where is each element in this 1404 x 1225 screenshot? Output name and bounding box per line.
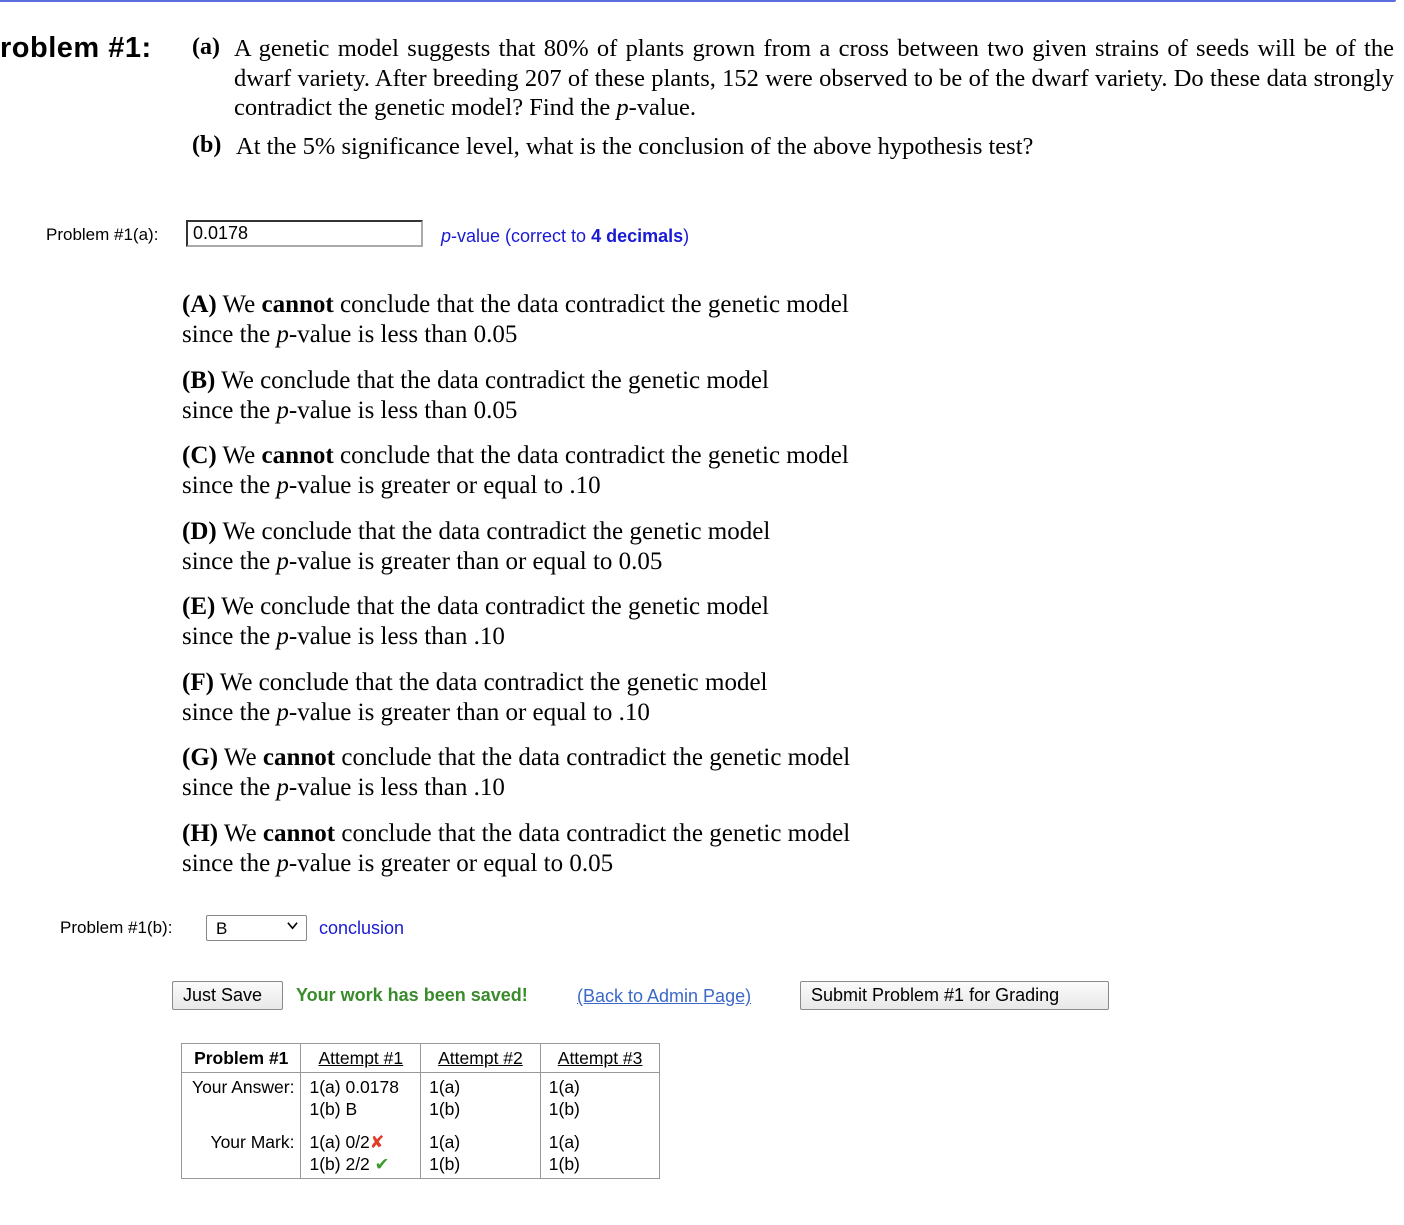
saved-message: Your work has been saved! <box>296 985 528 1005</box>
option-d: (D) We conclude that the data contradict the genetic model since the p-value is greater than or equal to 0.05 <box>182 517 771 575</box>
option-g: (G) We cannot conclude that the data contradict the genetic model since the p-value is less than .10 <box>182 744 851 801</box>
attempt-3-link[interactable]: Attempt #3 <box>557 1048 643 1068</box>
attempt-3-header <box>540 1044 660 1073</box>
answer-row <box>182 1073 660 1124</box>
part-a-label: (a) <box>192 34 220 60</box>
option-b: (B) We conclude that the data contradict the genetic model since the p-value is less than 0.05 <box>182 366 769 424</box>
answer-b-select[interactable] <box>206 915 307 941</box>
your-answer-label: Your Answer: <box>182 1073 301 1124</box>
part-a-question: A genetic model suggests that 80% of plants grown from a cross between two given strains of seeds will be of the dwarf variety. After breeding 207 of these plants, 152 were observed to be of the dwarf variety. Do these data strongly contradict the genetic model? Find the p-value. <box>234 35 1394 121</box>
answer-a-label: Problem #1(a): <box>46 225 159 244</box>
attempt-2-header <box>421 1044 541 1073</box>
attempt-2-link[interactable]: Attempt #2 <box>438 1048 523 1068</box>
answer-options <box>182 290 942 894</box>
attempts-header-row <box>182 1044 660 1073</box>
top-border <box>0 0 1396 2</box>
just-save-button[interactable]: Just Save <box>172 981 283 1010</box>
attempt-2-answer: 1(a) 1(b) <box>421 1073 541 1124</box>
attempt-1-answer: 1(a) 0.0178 1(b) B <box>301 1073 421 1124</box>
attempt-2-mark: 1(a) 1(b) <box>421 1123 541 1179</box>
back-to-admin-link[interactable]: (Back to Admin Page) <box>577 986 752 1006</box>
option-e: (E) We conclude that the data contradict the genetic model since the p-value is less than .10 <box>182 593 769 650</box>
table-problem-header: Problem #1 <box>182 1044 301 1073</box>
answer-b-hint: conclusion <box>319 918 405 938</box>
mark-row <box>182 1123 660 1179</box>
answer-b-label: Problem #1(b): <box>60 918 173 937</box>
attempt-1-header <box>301 1044 421 1073</box>
part-b-label: (b) <box>192 132 222 158</box>
option-c: (C) We cannot conclude that the data contradict the genetic model since the p-value is greater or equal to .10 <box>182 442 849 499</box>
option-h: (H) We cannot conclude that the data contradict the genetic model since the p-value is greater or equal to 0.05 <box>182 819 851 877</box>
answer-a-input[interactable] <box>186 220 423 247</box>
attempts-table <box>181 1043 660 1179</box>
answer-a-hint: p-value (correct to 4 decimals) <box>441 226 690 246</box>
answer-b-selected-value: B <box>216 919 228 938</box>
attempt-1-mark: 1(a) 0/2✘ 1(b) 2/2 ✔ <box>301 1123 421 1179</box>
chevron-down-icon <box>287 920 298 931</box>
attempt-3-mark: 1(a) 1(b) <box>540 1123 660 1179</box>
part-b-question: At the 5% significance level, what is the conclusion of the above hypothesis test? <box>236 133 1034 160</box>
problem-header: roblem #1: <box>0 32 152 64</box>
option-a: (A) We cannot conclude that the data contradict the genetic model since the p-value is less than 0.05 <box>182 291 849 348</box>
attempt-3-answer: 1(a) 1(b) <box>540 1073 660 1124</box>
option-f: (F) We conclude that the data contradict the genetic model since the p-value is greater than or equal to .10 <box>182 668 768 726</box>
correct-check-icon: ✔ <box>374 1154 390 1174</box>
wrong-x-icon: ✘ <box>369 1132 385 1152</box>
your-mark-label: Your Mark: <box>182 1123 301 1179</box>
attempt-1-link[interactable]: Attempt #1 <box>318 1048 404 1068</box>
submit-for-grading-button[interactable]: Submit Problem #1 for Grading <box>800 981 1109 1010</box>
